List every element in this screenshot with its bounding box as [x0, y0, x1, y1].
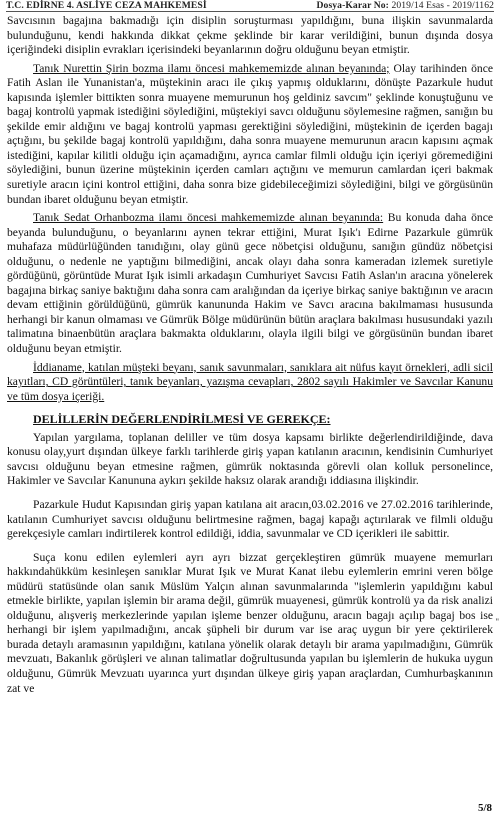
court-name: T.C. EDİRNE 4. ASLİYE CEZA MAHKEMESİ [6, 0, 207, 11]
paragraph-defendants: Suça konu edilen eylemleri ayrı ayrı bizzat gerçekleştiren gümrük muayene memurları hakkındahükküm kesinleşen sanıklar Murat Işık ve Murat Kanat ilebu eylemlerin emrini veren bölge müdürü statüsünde olan sanık Müslüm Yalçın alınan savunmalarında "işlemlerin yapıldığını kabul etmekle birlikte, yapılan işlemin bir arama değil, gümrük muayenesi, gümrük kontrolü ya da risk analizi olduğunu, alışveriş merkezlerinde yapılan işleme benzer olduğunu, aracın bagajı açılıp bagaj bos ise herhangi bir işlem yapılmadığını, ancak şüpheli bir durum var ise araç uygun bir yere çektirilerek burada detaylı aramasının yapıldığını, katılana yönelik olarak detaylı bir arama yapılmadığını, Gümrük mevzuatı, Bakanlık görüşleri ve alınan talimatlar doğrultusunda yapılan bu işlemlerin de hukuka uygun olduğunu, Gümrük Mevzuatı uyarınca yurt dışından ülkeye giriş yapan araçlardan, Cumhurbaşkanının zat ve [7, 550, 493, 695]
page-number: 5/8 [477, 802, 492, 814]
paragraph-disciplinary: Savcısının bagajına bakmadığı için disiplin soruşturması yapıldığını, buna ilişkin savunmalarda bulunduğunu, kendi hakkında dikkat çekme şeklinde bir karar verildiğini, bunun dışında dosya içeriğindeki disiplin evrakları içerisindeki beyanlarının doğru olduğunu beyan etmiştir. [7, 14, 493, 57]
paragraph-witness-nurettin [7, 62, 493, 207]
paragraph-evidence-list: İddianame, katılan müşteki beyanı, sanık savunmaları, sanıklara ait nüfus kayıt örnekleri, adli sicil kayıtları, CD görüntüleri, tanık beyanları, yazışma cevapları, 2802 sayılı Hakimler ve Savcılar Kanunu ve tüm dosya içeriği. [7, 360, 493, 403]
margin-note: " [495, 617, 499, 627]
case-number [317, 0, 494, 11]
document-body [7, 14, 493, 696]
witness-nurettin-text: Olay tarihinden önce Fatih Aslan ile Yunanistan'a, müştekinin aracı ile çıkış yapmış olduklarını, dönüşte Pazarkule hudut kapısında işlemler bittikten sonra muayene memurunun hoş geldiniz savcım" şeklinde konuştuğunu ve bagaj kontrolü yapmak istediğini söylediğini, müştekiyi savcı olduğunu söylemesine rağmen, sanığın bu şekilde emir aldığını ve bagaj kontrolü yapması gerektiğini söylediğini, müştekinin de içerden bagajı açtığını, bu şekilde bagaj kontrolü yapıldığını, daha sonra muayene memurunun aracın kapısını açmak istediğini, kapılar kilitli olduğu için açamadığını, ayrıca camlar filmli olduğu için içeriyi göremediğini söylediğini, bunun üzerine müştekinin içerden camları açtığını ve memurun camlardan içeri bakmak suretiyle aracın içini kontrol ettiğini, daha sonra bize gidebileceğimizi söylediğini, bilgi ve görgüsünün bundan ibaret olduğunu beyan etmiştir. [7, 61, 493, 206]
header-rule [6, 11, 494, 12]
paragraph-pazarkule: Pazarkule Hudut Kapısından giriş yapan katılana ait aracın,03.02.2016 ve 27.02.2016 tarihlerinde, katılanın Cumhuriyet savcısı olduğunu belirtmesine rağmen, bagaj kapağı açtırılarak ve filmli olduğu gerekçesiyle camları indirtilerek kontrol edildiği, iddia, savunmalar ve CD içerikleri ile sabittir. [7, 497, 493, 541]
witness-sedat-text: Bu konuda daha önce beyanda bulunduğunu, o beyanlarını aynen tekrar ettiğini, Murat Işık'ı Edirne Pazarkule gümrük muhafaza müdürlüğünden tanıdığını, olay günü gece nöbetçisi olduğunu, sanığın gündüz nöbetçisi olduğunu, o nedenle ne yaptığını bilmediğini, ancak olayı daha sonra kameradan izlemek suretiyle gördüğünü, görüntüde Murat Işık isimli arkadaşın Cumhuriyet Savcısı Fatih Aslan'ın aracına yönelerek bagajına birkaç saniye baktığını daha sonra cam aralığından da içeriye birkaç saniye baktığının ve aracın devam ettiğinin görüldüğünü, gümrük kanununda Hakim ve Savcı aracına bakılmaması hususunda herhangi bir kanun olmaması ve Gümrük Bölge müdürünün bütün araçlara bakılması hususundaki yazılı talimatına binaenbütün araçlara bakmakta olduklarını, olayla ilgili bilgi ve görgüsünün bundan ibaret olduğunu beyan etmiştir. [7, 211, 493, 356]
case-numbers: 2019/14 Esas - 2019/1162 [391, 0, 494, 11]
case-label: Dosya-Karar No: [316, 0, 389, 11]
paragraph-witness-sedat [7, 211, 493, 356]
witness-sedat-intro: Tanık Sedat Orhanbozma ilamı öncesi mahkememizde alınan beyanında: [33, 211, 384, 225]
witness-nurettin-intro: Tanık Nurettin Şirin bozma ilamı öncesi mahkememizde alınan beyanında; [33, 61, 390, 75]
paragraph-evaluation: Yapılan yargılama, toplanan deliller ve tüm dosya kapsamı birlikte değerlendirildiğinde, dava konusu olay,yurt dışından ülkeye farklı tarihlerde giriş yapan katılanın aracının, kendisinin Cumhuriyet savcısı olduğunu beyan etmesine rağmen, gümrük noktasında görevli olan kolluk personelince, Hakimler ve Savcılar Kanununa aykırı şekilde haksız olarak arandığı iddiasına ilişkindir. [7, 430, 493, 488]
section-heading: DELİLLERİN DEĞERLENDİRİLMESİ VE GEREKÇE: [33, 412, 331, 427]
